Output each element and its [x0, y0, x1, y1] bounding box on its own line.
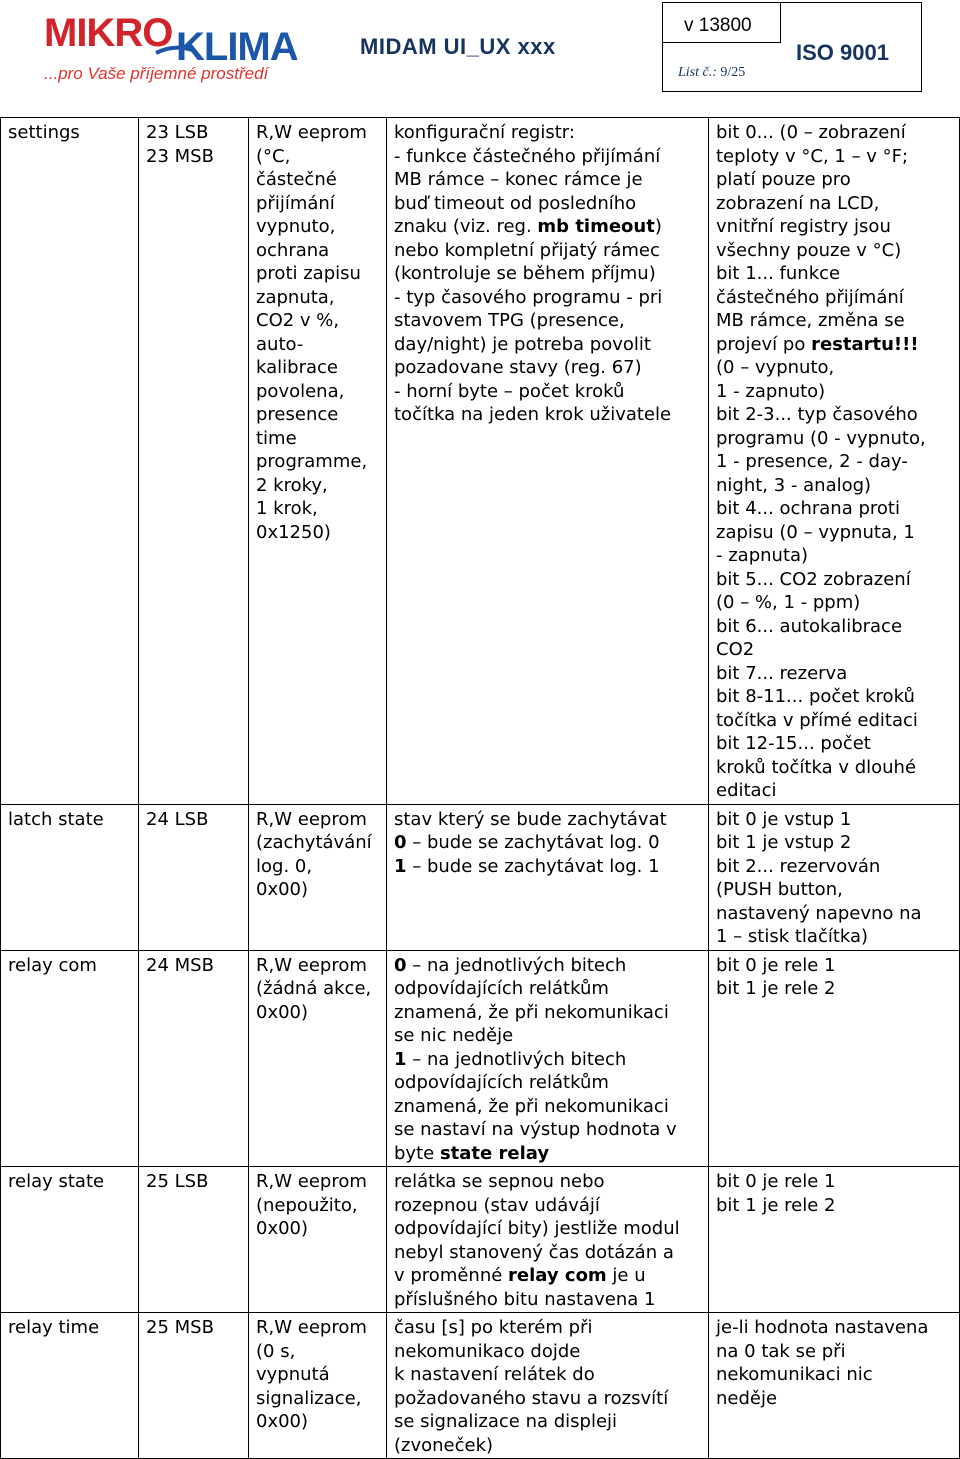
register-access-line: 0x00)	[256, 1218, 309, 1239]
logo-mikro-text: MIKRO	[44, 11, 173, 55]
page-number-label: List č.:	[678, 65, 717, 80]
register-description-cell	[387, 118, 709, 805]
register-description-line: 1 – bude se zachytávat log. 1	[394, 855, 660, 877]
register-values-line: bit 7... rezerva	[716, 662, 848, 684]
register-name-cell	[1, 950, 139, 1167]
company-tagline: ...pro Vaše příjemné prostředí	[44, 64, 269, 83]
register-values-line: (0 – %, 1 - ppm)	[716, 592, 861, 613]
register-name: relay time	[8, 1317, 100, 1338]
register-name: latch state	[8, 808, 104, 830]
register-access-line: částečné	[256, 169, 337, 190]
register-values-line: bit 0 je rele 1	[716, 954, 836, 976]
register-name-cell	[1, 1167, 139, 1313]
register-access-line: 0x00)	[256, 1001, 309, 1023]
register-values-line: editaci	[716, 780, 777, 801]
register-description-line: 1 – na jednotlivých bitech	[394, 1048, 627, 1070]
register-values-line: je-li hodnota nastavena	[716, 1317, 929, 1338]
register-access-cell	[249, 1167, 387, 1313]
register-access-line: R,W eeprom	[256, 1317, 367, 1338]
register-access-line: přijímání	[256, 192, 335, 214]
register-description-line: (kontroluje se během příjmu)	[394, 263, 656, 284]
table-row	[1, 118, 960, 805]
bold-text: restartu!!!	[811, 333, 919, 355]
register-values-line: na 0 tak se při	[716, 1340, 846, 1362]
register-access-line: (nepoužito,	[256, 1194, 358, 1216]
register-description-cell	[387, 804, 709, 950]
register-description-line: nekomunikaco dojde	[394, 1340, 581, 1362]
header-box-divider	[780, 2, 781, 42]
register-access-line: ochrana	[256, 239, 330, 261]
register-description-line: buď timeout od posledního	[394, 192, 637, 214]
register-values-line: bit 0... (0 – zobrazení	[716, 122, 906, 143]
register-values-line: (0 – vypnuto,	[716, 357, 835, 378]
register-address: 24 LSB	[146, 808, 209, 830]
header-box-midline	[662, 42, 781, 43]
register-values-cell	[709, 1313, 960, 1459]
register-values-line: programu (0 - vypnuto,	[716, 427, 926, 449]
register-values-cell	[709, 118, 960, 805]
register-values-line: bit 5... CO2 zobrazení	[716, 568, 911, 590]
register-values-line: bit 4... ochrana proti	[716, 498, 900, 519]
register-description-cell	[387, 1167, 709, 1313]
register-values-line: (PUSH button,	[716, 879, 843, 900]
register-access-cell	[249, 118, 387, 805]
register-address-cell	[139, 1313, 249, 1459]
register-access-line: presence	[256, 404, 339, 425]
register-description-line: příslušného bitu nastavena 1	[394, 1288, 656, 1310]
register-description-line: 0 – bude se zachytávat log. 0	[394, 832, 660, 853]
register-access-line: zapnuta,	[256, 286, 335, 308]
logo-klima-text: KLIMA	[176, 25, 298, 69]
register-values-line: nekomunikaci nic	[716, 1364, 873, 1385]
bold-text: mb timeout	[537, 216, 655, 237]
register-access-line: CO2 v %,	[256, 310, 340, 331]
register-address-cell	[139, 118, 249, 805]
register-description-line: byte state relay	[394, 1142, 550, 1164]
register-address-cell	[139, 950, 249, 1167]
register-values-line: bit 6... autokalibrace	[716, 615, 903, 637]
register-name: relay state	[8, 1171, 105, 1192]
register-address-cell	[139, 804, 249, 950]
register-description-line: pozadovane stavy (reg. 67)	[394, 357, 642, 378]
register-description-line: v proměnné relay com je u	[394, 1265, 646, 1286]
register-name-cell	[1, 804, 139, 950]
register-access-line: (zachytávání	[256, 832, 372, 853]
register-values-line: bit 8-11... počet kroků	[716, 686, 915, 707]
register-description-line: relátka se sepnou nebo	[394, 1171, 605, 1192]
register-description-line: rozepnou (stav udávájí	[394, 1194, 600, 1216]
page-header	[0, 0, 960, 110]
register-address: 25 LSB	[146, 1171, 209, 1192]
register-description-line: stavovem TPG (presence,	[394, 310, 625, 331]
register-values-line: zobrazení na LCD,	[716, 192, 880, 214]
register-access-line: povolena,	[256, 380, 345, 402]
version-number: v 13800	[684, 15, 752, 36]
register-values-cell	[709, 1167, 960, 1313]
register-values-line: bit 0 je rele 1	[716, 1171, 836, 1192]
register-table	[0, 117, 960, 1459]
register-values-line: bit 2-3... typ časového	[716, 404, 918, 425]
register-access-line: log. 0,	[256, 855, 313, 877]
register-values-line: platí pouze pro	[716, 169, 851, 190]
register-access-line: time	[256, 427, 297, 449]
register-address: 23 MSB	[146, 145, 214, 167]
register-access-line: 0x00)	[256, 1411, 309, 1432]
register-access-line: vypnutá	[256, 1364, 330, 1385]
register-description-line: odpovídajících relátkům	[394, 1072, 609, 1093]
page-number-value: 9/25	[720, 65, 746, 80]
register-values-cell	[709, 804, 960, 950]
register-description-line: stav který se bude zachytávat	[394, 808, 667, 830]
register-access-cell	[249, 1313, 387, 1459]
register-access-line: 0x00)	[256, 879, 309, 900]
register-values-line: CO2	[716, 639, 755, 660]
register-values-line: kroků točítka v dlouhé	[716, 756, 917, 778]
register-description-line: znamená, že při nekomunikaci	[394, 1001, 669, 1023]
register-description-line: nebo kompletní přijatý rámec	[394, 239, 660, 261]
register-values-line: bit 1 je rele 2	[716, 978, 836, 999]
register-access-line: 1 krok,	[256, 498, 318, 519]
register-access-line: (žádná akce,	[256, 978, 372, 999]
register-description-line: se signalizace na displeji	[394, 1411, 618, 1432]
register-description-line: točítka na jeden krok uživatele	[394, 404, 672, 425]
register-access-line: (°C,	[256, 145, 291, 167]
register-description-cell	[387, 950, 709, 1167]
register-access-line: (0 s,	[256, 1340, 296, 1362]
register-description-line: - typ časového programu - pri	[394, 286, 663, 308]
register-values-line: bit 12-15... počet	[716, 733, 871, 754]
register-description-line: - horní byte – počet kroků	[394, 380, 625, 402]
register-values-cell	[709, 950, 960, 1167]
iso-certification: ISO 9001	[796, 40, 889, 65]
register-values-line: nastavený napevno na	[716, 902, 922, 924]
table-row	[1, 804, 960, 950]
register-name: settings	[8, 122, 80, 143]
bold-text: 0	[394, 832, 407, 853]
register-values-line: točítka v přímé editaci	[716, 709, 918, 731]
table-row	[1, 950, 960, 1167]
register-description-line: se nic neděje	[394, 1025, 514, 1046]
register-description-line: 0 – na jednotlivých bitech	[394, 954, 627, 976]
register-access-line: 2 kroky,	[256, 474, 328, 496]
page-number	[678, 65, 745, 81]
register-access-line: kalibrace	[256, 357, 338, 378]
register-values-line: 1 - presence, 2 - day-	[716, 451, 908, 472]
register-values-line: teploty v °C, 1 – v °F;	[716, 145, 909, 167]
register-description-line: (zvoneček)	[394, 1434, 494, 1456]
register-access-line: signalizace,	[256, 1387, 362, 1409]
register-access-line: R,W eeprom	[256, 808, 367, 830]
register-description-line: day/night) je potreba povolit	[394, 333, 651, 355]
register-address: 23 LSB	[146, 122, 209, 143]
register-access-line: proti zapisu	[256, 263, 361, 284]
register-description-line: znaku (viz. reg. mb timeout)	[394, 216, 662, 237]
register-description-line: k nastavení relátek do	[394, 1364, 595, 1385]
register-description-line: se nastaví na výstup hodnota v	[394, 1119, 677, 1140]
register-name: relay com	[8, 954, 97, 976]
register-address: 24 MSB	[146, 954, 214, 976]
register-name-cell	[1, 118, 139, 805]
register-description-line: - funkce částečného přijímání	[394, 145, 661, 167]
bold-text: 1	[394, 855, 407, 877]
register-description-line: odpovídající bity) jestliže modul	[394, 1218, 680, 1239]
register-access-line: auto-	[256, 333, 304, 355]
register-values-line: zapisu (0 – vypnuta, 1	[716, 521, 915, 543]
register-values-line: 1 - zapnuto)	[716, 380, 826, 402]
register-description-line: MB rámce – konec rámce je	[394, 169, 643, 190]
register-values-line: částečného přijímání	[716, 286, 904, 308]
register-values-line: bit 2... rezervován	[716, 855, 881, 877]
register-address-cell	[139, 1167, 249, 1313]
register-values-line: neděje	[716, 1387, 778, 1409]
register-description-line: požadovaného stavu a rozsvítí	[394, 1387, 669, 1409]
register-values-line: 1 – stisk tlačítka)	[716, 926, 869, 947]
register-values-line: bit 0 je vstup 1	[716, 808, 852, 830]
register-description-line: odpovídajících relátkům	[394, 978, 609, 999]
bold-text: 1	[394, 1048, 407, 1070]
register-name-cell	[1, 1313, 139, 1459]
register-access-line: programme,	[256, 451, 368, 472]
table-row	[1, 1167, 960, 1313]
register-access-cell	[249, 804, 387, 950]
register-description-line: znamená, že při nekomunikaci	[394, 1095, 669, 1117]
register-access-line: R,W eeprom	[256, 954, 367, 976]
register-access-line: R,W eeprom	[256, 1171, 367, 1192]
bold-text: relay com	[508, 1265, 607, 1286]
register-access-line: R,W eeprom	[256, 122, 367, 143]
register-address: 25 MSB	[146, 1317, 214, 1338]
register-values-line: bit 1... funkce	[716, 263, 841, 284]
register-values-line: bit 1 je rele 2	[716, 1194, 836, 1216]
register-description-line: času [s] po kterém při	[394, 1317, 593, 1338]
register-values-line: bit 1 je vstup 2	[716, 832, 852, 853]
register-values-line: - zapnuta)	[716, 545, 809, 566]
bold-text: state relay	[439, 1142, 550, 1164]
register-access-line: vypnuto,	[256, 216, 336, 237]
register-values-line: MB rámce, změna se	[716, 310, 905, 331]
register-values-line: všechny pouze v °C)	[716, 239, 902, 261]
register-description-line: konfigurační registr:	[394, 122, 575, 143]
document-title: MIDAM UI_UX xxx	[360, 34, 556, 59]
table-row	[1, 1313, 960, 1459]
register-access-line: 0x1250)	[256, 521, 331, 543]
register-description-line: nebyl stanovený čas dotázán a	[394, 1241, 674, 1263]
bold-text: 0	[394, 954, 407, 976]
register-values-line: projeví po restartu!!!	[716, 333, 919, 355]
register-access-cell	[249, 950, 387, 1167]
register-values-line: night, 3 - analog)	[716, 474, 872, 496]
register-values-line: vnitřní registry jsou	[716, 216, 891, 237]
register-description-cell	[387, 1313, 709, 1459]
